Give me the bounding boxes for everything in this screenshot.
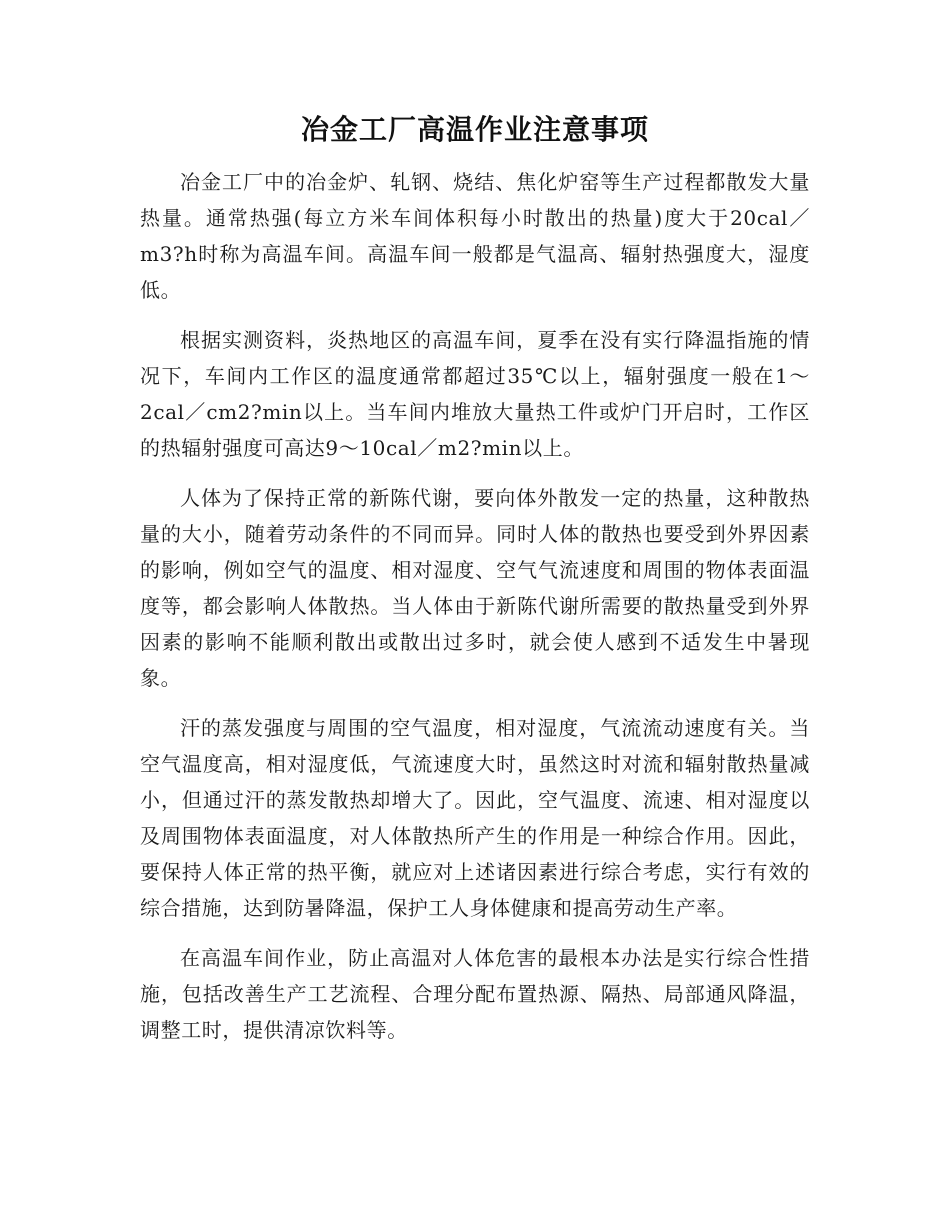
paragraph-1: 冶金工厂中的冶金炉、轧钢、烧结、焦化炉窑等生产过程都散发大量热量。通常热强(每立方米车间体积每小时散出的热量)度大于20cal／m3?h时称为高温车间。高温车间一般都是气温高、辐射热强度大，湿度低。 (140, 170, 810, 302)
paragraph-4: 汗的蒸发强度与周围的空气温度，相对湿度，气流流动速度有关。当空气温度高，相对湿度低，气流速度大时，虽然这时对流和辐射散热量减小，但通过汗的蒸发散热却增大了。因此，空气温度、流速、相对湿度以及周围物体表面温度，对人体散热所产生的作用是一种综合作用。因此，要保持人体正常的热平衡，就应对上述诸因素进行综合考虑，实行有效的综合措施，达到防暑降温，保护工人身体健康和提高劳动生产率。 (140, 716, 810, 920)
document-body (140, 164, 810, 1062)
paragraph-3: 人体为了保持正常的新陈代谢，要向体外散发一定的热量，这种散热量的大小，随着劳动条件的不同而异。同时人体的散热也要受到外界因素的影响，例如空气的温度、相对湿度、空气气流速度和周围的物体表面温度等，都会影响人体散热。当人体由于新陈代谢所需要的散热量受到外界因素的影响不能顺利散出或散出过多时，就会使人感到不适发生中暑现象。 (140, 486, 810, 690)
paragraph-5: 在高温车间作业，防止高温对人体危害的最根本办法是实行综合性措施，包括改善生产工艺流程、合理分配布置热源、隔热、局部通风降温，调整工时，提供清凉饮料等。 (140, 946, 810, 1042)
document-title: 冶金工厂高温作业注意事项 (300, 113, 649, 146)
paragraph-2: 根据实测资料，炎热地区的高温车间，夏季在没有实行降温指施的情况下，车间内工作区的温度通常都超过35℃以上，辐射强度一般在1～2cal／cm2?min以上。当车间内堆放大量热工件或炉门开启时，工作区的热辐射强度可高达9～10cal／m2?min以上。 (140, 328, 810, 460)
